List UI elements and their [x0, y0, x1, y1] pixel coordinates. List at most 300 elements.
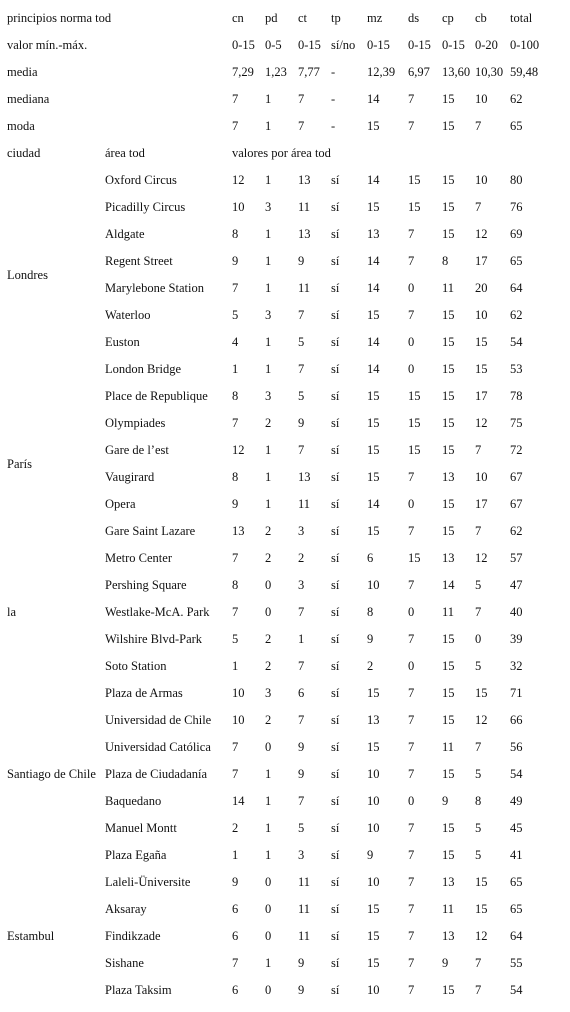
- score-cell: 15: [442, 848, 455, 862]
- city-name: Londres: [7, 267, 48, 282]
- score-cell: 7: [232, 767, 239, 781]
- score-cell: 14: [367, 335, 380, 349]
- score-cell: 32: [510, 659, 523, 673]
- score-cell: 12: [475, 551, 488, 565]
- score-cell: 64: [510, 281, 523, 295]
- summary-value: 62: [510, 92, 523, 106]
- score-cell: 67: [510, 497, 523, 511]
- score-cell: 15: [442, 389, 455, 403]
- score-cell: 4: [232, 335, 239, 349]
- score-cell: 7: [408, 254, 415, 268]
- score-cell: 7: [232, 281, 239, 295]
- score-cell: 15: [442, 983, 455, 997]
- score-cell: sí: [331, 362, 340, 376]
- score-cell: 11: [298, 929, 311, 943]
- score-cell: 7: [408, 578, 415, 592]
- area-name: Manuel Montt: [105, 821, 177, 835]
- score-cell: sí: [331, 767, 340, 781]
- score-cell: 1: [298, 632, 305, 646]
- score-cell: 0: [265, 875, 272, 889]
- score-cell: 8: [442, 254, 449, 268]
- score-cell: 9: [367, 848, 374, 862]
- summary-value: 13,60: [442, 65, 471, 79]
- summary-label: media: [7, 65, 38, 79]
- score-cell: 6: [232, 983, 239, 997]
- score-cell: sí: [331, 929, 340, 943]
- score-cell: 57: [510, 551, 523, 565]
- score-cell: 15: [367, 929, 380, 943]
- score-cell: 7: [408, 524, 415, 538]
- area-name: Plaza de Armas: [105, 686, 183, 700]
- summary-value: 7: [408, 92, 415, 106]
- score-cell: 2: [265, 524, 272, 538]
- score-cell: 8: [367, 605, 374, 619]
- score-cell: 11: [298, 875, 311, 889]
- score-cell: 15: [442, 227, 455, 241]
- score-cell: 78: [510, 389, 523, 403]
- summary-value: 0-5: [265, 38, 282, 52]
- score-cell: 7: [408, 929, 415, 943]
- table-row: [0, 869, 570, 896]
- score-cell: 14: [367, 497, 380, 511]
- score-cell: 5: [475, 767, 482, 781]
- score-cell: 8: [232, 389, 239, 403]
- score-cell: 7: [408, 875, 415, 889]
- summary-value: 1: [265, 119, 272, 133]
- score-cell: 15: [475, 686, 488, 700]
- score-cell: 1: [265, 767, 272, 781]
- score-cell: sí: [331, 497, 340, 511]
- score-cell: 66: [510, 713, 523, 727]
- score-cell: 10: [367, 875, 380, 889]
- summary-value: 15: [442, 92, 455, 106]
- score-cell: 0: [265, 578, 272, 592]
- table-row: [0, 383, 570, 410]
- summary-label: mediana: [7, 92, 50, 106]
- score-cell: 11: [442, 740, 455, 754]
- score-cell: 9: [367, 632, 374, 646]
- values-column-header: valores por área tod: [232, 146, 331, 160]
- score-cell: 7: [475, 524, 482, 538]
- score-cell: 7: [408, 848, 415, 862]
- score-cell: 10: [232, 200, 245, 214]
- score-cell: 7: [408, 821, 415, 835]
- score-cell: 8: [232, 470, 239, 484]
- score-cell: 53: [510, 362, 523, 376]
- score-cell: 12: [475, 929, 488, 943]
- score-cell: 15: [442, 686, 455, 700]
- header-label: principios norma tod: [7, 11, 112, 25]
- city-name: París: [7, 456, 32, 471]
- summary-value: 0-15: [298, 38, 321, 52]
- score-cell: 7: [298, 659, 305, 673]
- score-cell: 15: [442, 443, 455, 457]
- score-cell: 15: [367, 470, 380, 484]
- score-cell: 15: [367, 389, 380, 403]
- score-cell: 1: [265, 443, 272, 457]
- subheader-row: [0, 140, 570, 167]
- score-cell: 7: [232, 740, 239, 754]
- city-name: Estambul: [7, 929, 55, 943]
- score-cell: 7: [298, 605, 305, 619]
- column-header: total: [510, 11, 533, 25]
- score-cell: 0: [265, 902, 272, 916]
- score-cell: 1: [265, 470, 272, 484]
- score-cell: 2: [265, 416, 272, 430]
- score-cell: 5: [298, 389, 305, 403]
- score-cell: sí: [331, 848, 340, 862]
- score-cell: 10: [367, 767, 380, 781]
- score-cell: 15: [367, 443, 380, 457]
- area-name: Laleli-Üniversite: [105, 875, 191, 889]
- score-cell: 7: [408, 308, 415, 322]
- score-cell: 8: [232, 578, 239, 592]
- score-cell: 45: [510, 821, 523, 835]
- summary-row: [0, 59, 570, 86]
- summary-value: 65: [510, 119, 523, 133]
- summary-value: 12,39: [367, 65, 396, 79]
- score-cell: 9: [298, 956, 305, 970]
- score-cell: 7: [408, 767, 415, 781]
- score-cell: 0: [408, 794, 415, 808]
- area-name: Euston: [105, 335, 140, 349]
- score-cell: 11: [298, 200, 311, 214]
- score-cell: 10: [475, 173, 488, 187]
- score-cell: 62: [510, 524, 523, 538]
- score-cell: sí: [331, 524, 340, 538]
- summary-value: 0-100: [510, 38, 540, 52]
- score-cell: 0: [408, 497, 415, 511]
- score-cell: sí: [331, 308, 340, 322]
- area-name: Olympiades: [105, 416, 166, 430]
- score-cell: sí: [331, 605, 340, 619]
- score-cell: 1: [265, 956, 272, 970]
- score-cell: 2: [265, 659, 272, 673]
- summary-value: 0-15: [367, 38, 390, 52]
- city-column-header: ciudad: [7, 146, 41, 160]
- score-cell: sí: [331, 632, 340, 646]
- score-cell: 9: [298, 740, 305, 754]
- score-cell: 13: [442, 470, 455, 484]
- score-cell: 7: [408, 470, 415, 484]
- score-cell: 6: [298, 686, 305, 700]
- score-cell: 15: [475, 362, 488, 376]
- summary-value: 59,48: [510, 65, 539, 79]
- table-row: [0, 680, 570, 707]
- score-cell: 15: [367, 416, 380, 430]
- score-cell: 15: [367, 200, 380, 214]
- summary-value: 0-15: [442, 38, 465, 52]
- score-cell: 0: [265, 605, 272, 619]
- score-cell: 14: [442, 578, 455, 592]
- score-cell: 7: [408, 713, 415, 727]
- area-name: Oxford Circus: [105, 173, 177, 187]
- score-cell: 15: [442, 767, 455, 781]
- summary-value: 7: [408, 119, 415, 133]
- score-cell: 7: [298, 308, 305, 322]
- score-cell: 39: [510, 632, 523, 646]
- area-name: Pershing Square: [105, 578, 187, 592]
- score-cell: 7: [298, 443, 305, 457]
- score-cell: 41: [510, 848, 523, 862]
- score-cell: 15: [367, 308, 380, 322]
- score-cell: sí: [331, 254, 340, 268]
- area-name: Aksaray: [105, 902, 147, 916]
- score-cell: 0: [408, 605, 415, 619]
- score-cell: 15: [442, 659, 455, 673]
- area-name: Plaza de Ciudadanía: [105, 767, 208, 781]
- score-cell: 67: [510, 470, 523, 484]
- score-cell: 2: [265, 632, 272, 646]
- score-cell: 15: [367, 524, 380, 538]
- score-cell: 10: [232, 713, 245, 727]
- score-cell: 15: [367, 740, 380, 754]
- score-cell: 40: [510, 605, 523, 619]
- summary-value: -: [331, 119, 336, 133]
- score-cell: 47: [510, 578, 523, 592]
- score-cell: 13: [298, 173, 311, 187]
- score-cell: 80: [510, 173, 523, 187]
- summary-value: 15: [367, 119, 380, 133]
- score-cell: 17: [475, 389, 488, 403]
- score-cell: 7: [475, 740, 482, 754]
- score-cell: 12: [475, 416, 488, 430]
- score-cell: 2: [367, 659, 374, 673]
- score-cell: 7: [232, 605, 239, 619]
- score-cell: 1: [265, 848, 272, 862]
- score-cell: 0: [265, 983, 272, 997]
- score-cell: 1: [232, 848, 239, 862]
- score-cell: 7: [298, 794, 305, 808]
- summary-value: 6,97: [408, 65, 430, 79]
- summary-value: 0-15: [408, 38, 431, 52]
- score-cell: 7: [408, 740, 415, 754]
- summary-value: 15: [442, 119, 455, 133]
- score-cell: 7: [408, 983, 415, 997]
- score-cell: 2: [298, 551, 305, 565]
- score-cell: 15: [408, 416, 421, 430]
- summary-row: [0, 113, 570, 140]
- score-cell: 7: [298, 713, 305, 727]
- summary-row: [0, 86, 570, 113]
- summary-value: 7,29: [232, 65, 254, 79]
- score-cell: sí: [331, 902, 340, 916]
- summary-value: 7: [298, 92, 305, 106]
- score-cell: 9: [298, 254, 305, 268]
- area-name: Gare Saint Lazare: [105, 524, 196, 538]
- score-cell: 15: [475, 902, 488, 916]
- area-name: Gare de l’est: [105, 443, 169, 457]
- score-cell: sí: [331, 551, 340, 565]
- summary-value: 0-20: [475, 38, 498, 52]
- score-cell: 9: [232, 497, 239, 511]
- score-cell: 6: [367, 551, 374, 565]
- score-cell: 5: [475, 578, 482, 592]
- summary-row: [0, 32, 570, 59]
- score-cell: sí: [331, 227, 340, 241]
- summary-value: 10,30: [475, 65, 504, 79]
- score-cell: 8: [475, 794, 482, 808]
- score-cell: 54: [510, 335, 523, 349]
- area-name: Westlake-McA. Park: [105, 605, 210, 619]
- score-cell: 1: [232, 362, 239, 376]
- score-cell: 15: [442, 308, 455, 322]
- area-name: Soto Station: [105, 659, 167, 673]
- score-cell: 14: [367, 362, 380, 376]
- score-cell: 3: [298, 578, 305, 592]
- score-cell: 10: [367, 821, 380, 835]
- score-cell: 15: [442, 524, 455, 538]
- score-cell: 7: [408, 902, 415, 916]
- score-cell: 15: [442, 713, 455, 727]
- score-cell: 15: [475, 335, 488, 349]
- score-cell: 56: [510, 740, 523, 754]
- score-cell: sí: [331, 875, 340, 889]
- score-cell: 0: [265, 740, 272, 754]
- score-cell: 1: [265, 794, 272, 808]
- score-cell: 7: [408, 227, 415, 241]
- summary-value: sí/no: [331, 38, 356, 52]
- score-cell: 11: [442, 902, 455, 916]
- summary-value: 7,77: [298, 65, 320, 79]
- score-cell: 1: [265, 227, 272, 241]
- table-row: [0, 545, 570, 572]
- area-name: Plaza Taksim: [105, 983, 172, 997]
- score-cell: 11: [442, 605, 455, 619]
- area-name: Opera: [105, 497, 136, 511]
- score-cell: 15: [408, 389, 421, 403]
- area-name: Universidad de Chile: [105, 713, 212, 727]
- score-cell: 7: [408, 956, 415, 970]
- score-cell: sí: [331, 983, 340, 997]
- score-cell: 7: [475, 956, 482, 970]
- score-cell: 10: [232, 686, 245, 700]
- score-cell: 5: [232, 632, 239, 646]
- column-header: cp: [442, 11, 454, 25]
- summary-label: moda: [7, 119, 35, 133]
- score-cell: 10: [367, 983, 380, 997]
- score-cell: 5: [298, 335, 305, 349]
- score-cell: 1: [265, 497, 272, 511]
- score-cell: 13: [442, 551, 455, 565]
- summary-value: 7: [232, 119, 239, 133]
- score-cell: 75: [510, 416, 523, 430]
- score-cell: 15: [408, 200, 421, 214]
- column-header: pd: [265, 11, 278, 25]
- score-cell: 14: [367, 173, 380, 187]
- score-cell: 12: [232, 443, 245, 457]
- score-cell: 15: [442, 416, 455, 430]
- score-cell: 9: [298, 983, 305, 997]
- score-cell: 3: [298, 848, 305, 862]
- city-name: la: [7, 605, 17, 619]
- area-name: Metro Center: [105, 551, 172, 565]
- score-cell: 5: [475, 659, 482, 673]
- score-cell: sí: [331, 335, 340, 349]
- score-cell: 2: [265, 713, 272, 727]
- score-cell: sí: [331, 443, 340, 457]
- score-cell: sí: [331, 173, 340, 187]
- score-cell: 13: [442, 929, 455, 943]
- score-cell: 15: [442, 335, 455, 349]
- score-cell: sí: [331, 389, 340, 403]
- score-cell: 13: [367, 227, 380, 241]
- score-cell: sí: [331, 578, 340, 592]
- score-cell: 49: [510, 794, 523, 808]
- score-cell: 7: [232, 551, 239, 565]
- area-name: Sishane: [105, 956, 144, 970]
- summary-value: 7: [298, 119, 305, 133]
- score-cell: 7: [232, 416, 239, 430]
- column-header: cn: [232, 11, 244, 25]
- score-cell: 5: [298, 821, 305, 835]
- score-cell: 15: [442, 632, 455, 646]
- score-cell: 7: [475, 605, 482, 619]
- tod-scores-table: [0, 5, 570, 1004]
- score-cell: sí: [331, 470, 340, 484]
- score-cell: 65: [510, 254, 523, 268]
- score-cell: 3: [265, 686, 272, 700]
- score-cell: 13: [367, 713, 380, 727]
- score-cell: 11: [298, 497, 311, 511]
- score-cell: 15: [408, 551, 421, 565]
- score-cell: 5: [232, 308, 239, 322]
- score-cell: 11: [298, 281, 311, 295]
- score-cell: sí: [331, 740, 340, 754]
- score-cell: 3: [265, 308, 272, 322]
- score-cell: 1: [265, 335, 272, 349]
- score-cell: 14: [367, 281, 380, 295]
- score-cell: 5: [475, 848, 482, 862]
- score-cell: 1: [265, 173, 272, 187]
- area-name: Waterloo: [105, 308, 151, 322]
- summary-label: valor mín.-máx.: [7, 38, 88, 52]
- score-cell: 7: [408, 686, 415, 700]
- score-cell: 0: [408, 335, 415, 349]
- score-cell: 0: [408, 362, 415, 376]
- score-cell: 0: [408, 659, 415, 673]
- score-cell: 76: [510, 200, 523, 214]
- summary-value: 7: [232, 92, 239, 106]
- score-cell: 7: [298, 362, 305, 376]
- score-cell: 12: [475, 227, 488, 241]
- area-name: Plaza Egaña: [105, 848, 167, 862]
- area-name: Picadilly Circus: [105, 200, 186, 214]
- score-cell: 15: [442, 497, 455, 511]
- score-cell: 13: [442, 875, 455, 889]
- score-cell: 3: [298, 524, 305, 538]
- score-cell: 7: [475, 983, 482, 997]
- score-cell: 6: [232, 902, 239, 916]
- area-name: Regent Street: [105, 254, 173, 268]
- score-cell: 8: [232, 227, 239, 241]
- score-cell: 0: [408, 281, 415, 295]
- summary-value: -: [331, 65, 336, 79]
- area-name: Marylebone Station: [105, 281, 204, 295]
- score-cell: 20: [475, 281, 488, 295]
- score-cell: sí: [331, 713, 340, 727]
- score-cell: 10: [475, 470, 488, 484]
- score-cell: 64: [510, 929, 523, 943]
- score-cell: sí: [331, 416, 340, 430]
- score-cell: 11: [442, 281, 455, 295]
- header-row: [0, 5, 570, 32]
- score-cell: 3: [265, 389, 272, 403]
- area-name: Universidad Católica: [105, 740, 211, 754]
- score-cell: 2: [265, 551, 272, 565]
- score-cell: 15: [408, 443, 421, 457]
- score-cell: 15: [475, 875, 488, 889]
